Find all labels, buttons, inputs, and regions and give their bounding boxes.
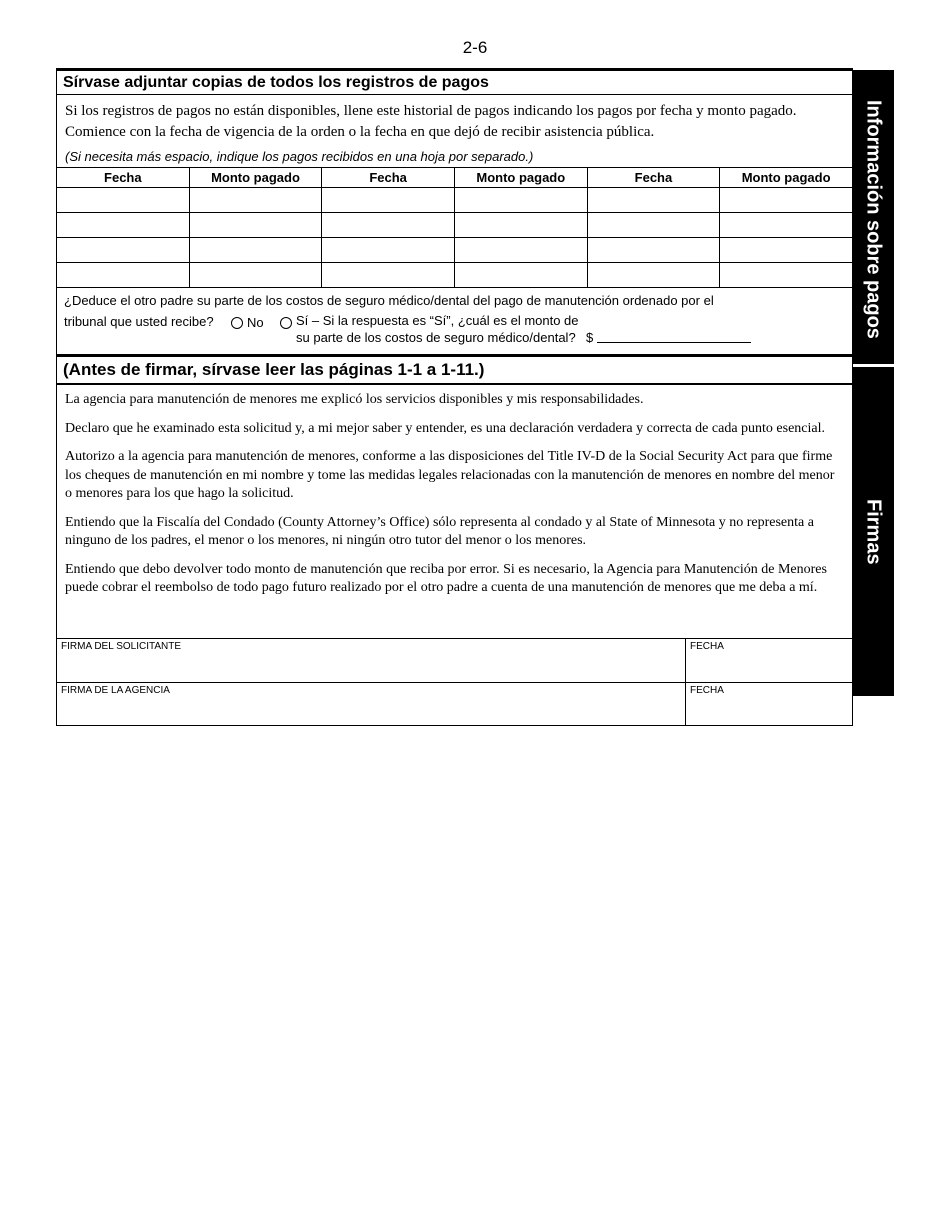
- payments-side-tab: [852, 70, 894, 364]
- amount-cell[interactable]: [720, 263, 853, 288]
- page-number: 2-6: [462, 38, 488, 57]
- amount-cell[interactable]: [454, 188, 587, 213]
- payments-intro: Si los registros de pagos no están disponibles, llene este historial de pagos indicando los pagos por fecha y monto pagado. Comience con la fecha de vigencia de la orden o la fecha en que dejó de recibir asistencia pública.: [65, 103, 797, 140]
- question-line-1: ¿Deduce el otro padre su parte de los costos de seguro médico/dental del pago de manutención ordenado por el: [64, 293, 714, 308]
- table-row: [57, 263, 853, 288]
- statements: [57, 385, 852, 638]
- payments-intro-box: [56, 95, 853, 167]
- column-header: Monto pagado: [454, 168, 587, 188]
- signatures-box: [56, 385, 853, 726]
- signatures-section-title: (Antes de firmar, sírvase leer las páginas 1-1 a 1-11.): [56, 355, 853, 385]
- payments-note: (Si necesita más espacio, indique los pagos recibidos en una hoja por separado.): [65, 149, 534, 164]
- yes-radio[interactable]: [280, 317, 292, 329]
- no-label: No: [247, 315, 264, 330]
- date-cell[interactable]: [322, 188, 455, 213]
- agency-date-field[interactable]: [686, 683, 852, 725]
- amount-cell[interactable]: [189, 188, 322, 213]
- column-header: Fecha: [587, 168, 720, 188]
- applicant-signature-row: [57, 638, 852, 682]
- applicant-signature-field[interactable]: [57, 639, 686, 682]
- date-cell[interactable]: [587, 188, 720, 213]
- insurance-amount-field[interactable]: [597, 342, 751, 343]
- amount-cell[interactable]: [189, 238, 322, 263]
- date-cell[interactable]: [587, 238, 720, 263]
- date-cell[interactable]: [322, 213, 455, 238]
- date-cell[interactable]: [587, 213, 720, 238]
- agency-date-label: FECHA: [690, 685, 724, 696]
- applicant-date-field[interactable]: [686, 639, 852, 682]
- amount-cell[interactable]: [189, 213, 322, 238]
- insurance-deduction-question: [56, 288, 853, 355]
- amount-cell[interactable]: [720, 188, 853, 213]
- table-row: [57, 213, 853, 238]
- amount-cell[interactable]: [720, 238, 853, 263]
- payments-tab-label: Información sobre pagos: [862, 100, 885, 339]
- statement: Entiendo que debo devolver todo monto de manutención que reciba por error. Si es necesario, la Agencia para Manutención de Menores puede cobrar el reembolso de todo pago futuro realizado por el otro padre a cuenta de una manutención de menores que me deba a mí.: [65, 561, 827, 595]
- no-radio[interactable]: [231, 317, 243, 329]
- amount-cell[interactable]: [454, 238, 587, 263]
- amount-cell[interactable]: [720, 213, 853, 238]
- date-cell[interactable]: [57, 263, 190, 288]
- application-form: [56, 68, 853, 726]
- signatures-side-tab: [852, 367, 894, 696]
- date-cell[interactable]: [322, 263, 455, 288]
- table-row: [57, 188, 853, 213]
- applicant-date-label: FECHA: [690, 641, 724, 652]
- yes-label-line-2: su parte de los costos de seguro médico/dental?: [296, 330, 576, 345]
- table-header-row: [57, 168, 853, 188]
- signatures-tab-label: Firmas: [862, 498, 885, 565]
- statement: Entiendo que la Fiscalía del Condado (County Attorney’s Office) sólo representa al condado y al State of Minnesota y no representa a ninguno de los padres, el menor o los menores, ni ningún otro tutor del menor o los menores.: [65, 514, 814, 548]
- statement: La agencia para manutención de menores me explicó los servicios disponibles y mis responsabilidades.: [65, 392, 644, 407]
- date-cell[interactable]: [57, 213, 190, 238]
- agency-signature-field[interactable]: [57, 683, 686, 725]
- table-row: [57, 238, 853, 263]
- agency-signature-row: [57, 682, 852, 726]
- date-cell[interactable]: [57, 188, 190, 213]
- statement: Declaro que he examinado esta solicitud y, a mi mejor saber y entender, es una declaración verdadera y correcta de cada punto esencial.: [65, 420, 826, 436]
- column-header: Monto pagado: [189, 168, 322, 188]
- column-header: Monto pagado: [720, 168, 853, 188]
- currency-symbol: $: [586, 330, 594, 345]
- column-header: Fecha: [322, 168, 455, 188]
- amount-cell[interactable]: [454, 263, 587, 288]
- date-cell[interactable]: [587, 263, 720, 288]
- amount-cell[interactable]: [454, 213, 587, 238]
- amount-cell[interactable]: [189, 263, 322, 288]
- payments-section-title: Sírvase adjuntar copias de todos los registros de pagos: [56, 68, 853, 95]
- date-cell[interactable]: [57, 238, 190, 263]
- column-header: Fecha: [57, 168, 190, 188]
- applicant-signature-label: FIRMA DEL SOLICITANTE: [61, 641, 182, 652]
- statement: Autorizo a la agencia para manutención de menores, conforme a las disposiciones del Title IV-D de la Social Security Act para que firme los cheques de manutención en mi nombre y tome las medidas legales relacionadas con la manutención de menores en nombre del menor o menores para los que hago la solicitud.: [65, 449, 835, 501]
- yes-label: Sí – Si la respuesta es “Sí”, ¿cuál es el monto de: [296, 313, 579, 328]
- agency-signature-label: FIRMA DE LA AGENCIA: [61, 685, 170, 696]
- question-line-2: tribunal que usted recibe?: [64, 314, 214, 329]
- payment-history-table: [56, 167, 853, 288]
- date-cell[interactable]: [322, 238, 455, 263]
